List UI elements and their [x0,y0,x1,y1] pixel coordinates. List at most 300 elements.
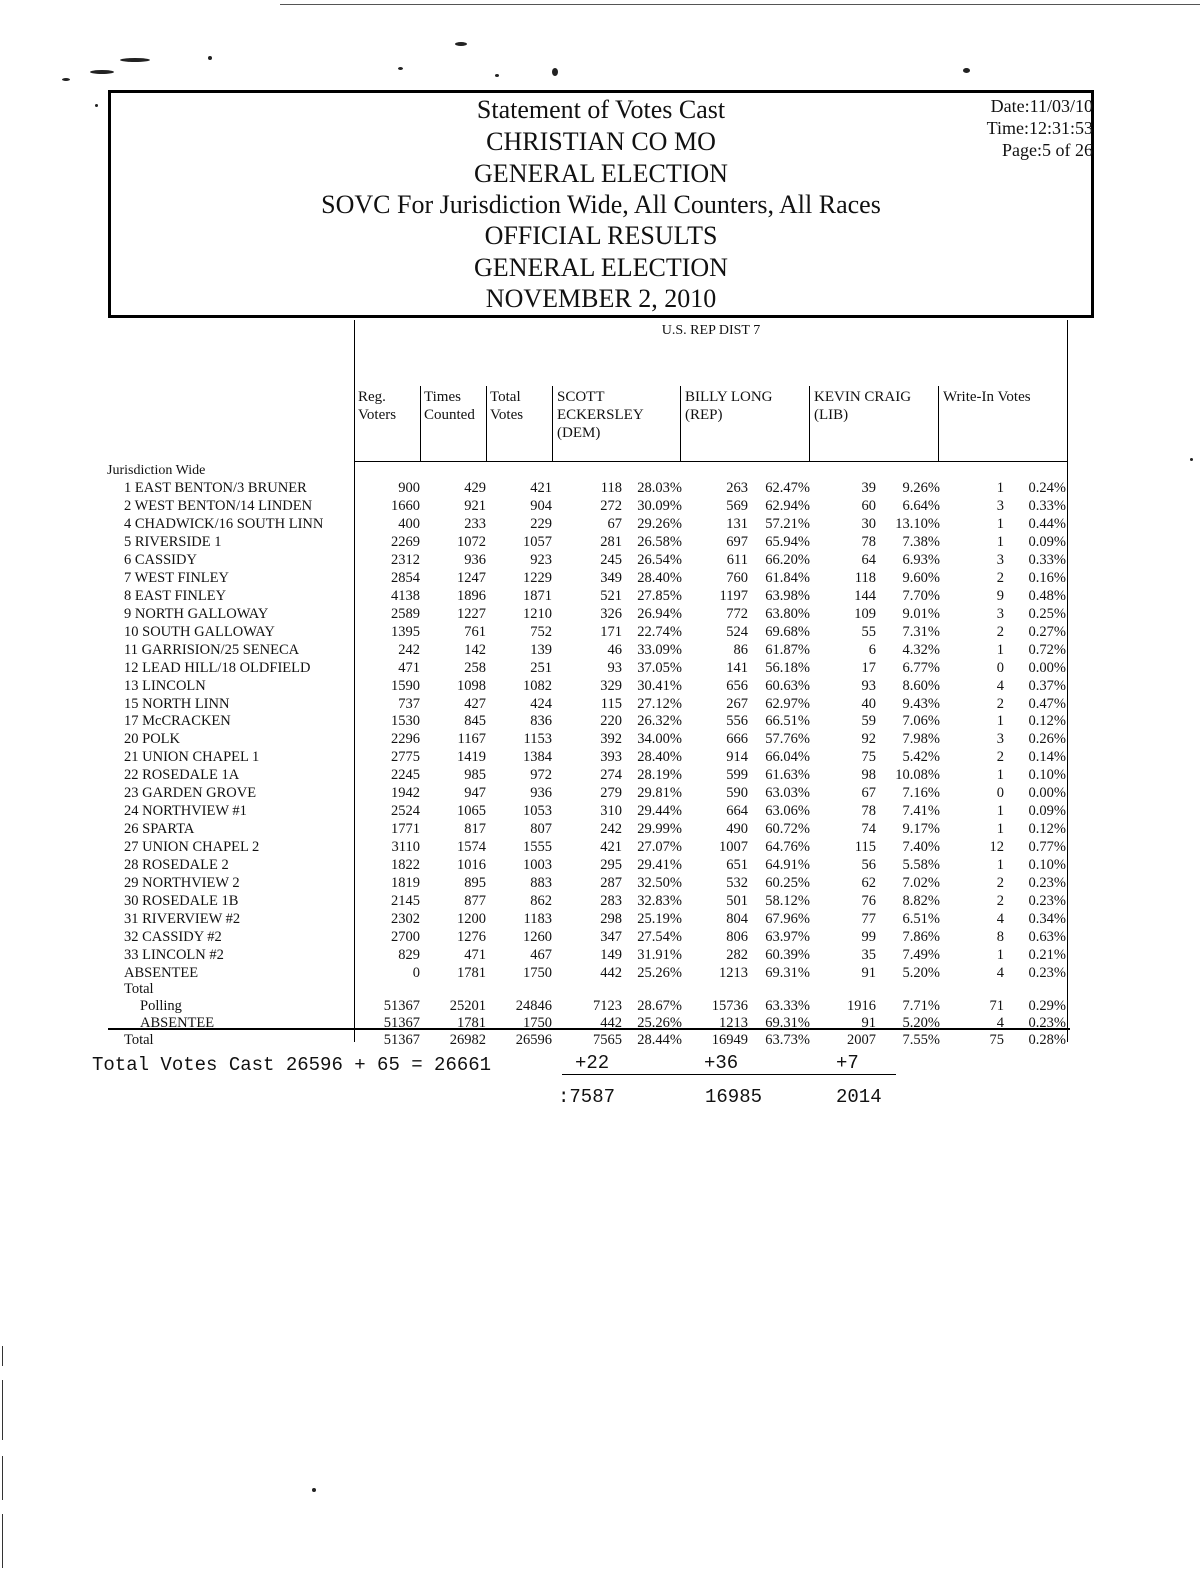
row-cell: 5.42% [902,749,940,766]
row-cell: 7.70% [902,587,940,604]
row-cell: 972 [530,767,552,784]
row-cell: 7.98% [902,731,940,748]
row-jurisdiction-name: 33 LINCOLN #2 [124,946,224,963]
row-cell: 1 [996,515,1004,532]
row-cell: 61.84% [765,569,810,586]
column-divider [420,386,421,462]
row-cell: 1590 [391,677,420,694]
row-cell: 0.48% [1028,587,1066,604]
row-cell: 37.05% [637,659,682,676]
top-scan-rule [280,4,1200,5]
row-cell: 0.47% [1028,695,1066,712]
scan-speck [963,68,970,73]
total-rule [108,1028,1070,1030]
row-cell: 64.91% [765,857,810,874]
row-cell: 0.23% [1028,875,1066,892]
report-header-box [108,90,1094,318]
race-group-label: U.S. REP DIST 7 [661,323,761,338]
row-cell: 28.67% [637,998,682,1014]
row-cell: 1771 [391,821,420,838]
row-cell: 63.73% [765,1032,810,1048]
row-jurisdiction-name: 15 NORTH LINN [124,695,230,712]
row-jurisdiction-name: 26 SPARTA [124,821,195,838]
row-cell: 310 [600,803,622,820]
row-cell: 1213 [719,964,748,981]
row-cell: 737 [398,695,420,712]
row-cell: 28.03% [637,480,682,496]
row-jurisdiction-name: 5 RIVERSIDE 1 [124,533,222,550]
row-cell: 0.29% [1028,998,1066,1014]
row-cell: 29.99% [637,821,682,838]
row-cell: 1247 [457,569,486,586]
row-cell: 2296 [391,731,420,748]
row-jurisdiction-name: 8 EAST FINLEY [124,587,227,604]
row-cell: 28.40% [637,569,682,586]
row-cell: 0.33% [1028,497,1066,514]
row-cell: 99 [861,929,876,945]
row-cell: 245 [600,551,622,568]
row-cell: 131 [726,515,748,532]
row-cell: 349 [600,569,622,586]
report-time: Time:12:31:53 [986,118,1093,138]
row-cell: 1 [996,803,1004,820]
row-cell: 78 [861,533,876,550]
row-cell: 4 [996,677,1004,694]
row-cell: 1229 [523,569,552,586]
col-billy-long [685,388,805,424]
row-cell: 10.08% [895,767,940,784]
row-cell: 5.20% [902,964,940,981]
row-cell: 829 [398,946,420,963]
col-billy-line1: BILLY LONG [685,389,773,405]
row-cell: 0.28% [1028,1032,1066,1048]
column-divider [938,386,939,462]
header-bottom-rule [354,461,1068,462]
row-cell: 0.77% [1028,839,1066,856]
row-cell: 521 [600,587,622,604]
row-cell: 32.83% [637,893,682,910]
scan-speck [208,56,212,60]
row-jurisdiction-name: 29 NORTHVIEW 2 [124,875,240,892]
total-section-label: Total [124,981,154,997]
row-cell: 1916 [847,998,876,1014]
row-cell: 3 [996,551,1004,568]
row-cell: 27.07% [637,839,682,856]
row-cell: 2 [996,695,1004,712]
col-reg-voters: Reg. Voters [358,389,397,423]
row-cell: 1750 [523,1015,552,1031]
row-cell: 0.63% [1028,929,1066,945]
row-cell: 8.82% [902,893,940,910]
row-cell: 556 [726,713,748,730]
row-cell: 4 [996,964,1004,981]
col-kevin-line1: KEVIN CRAIG [814,389,912,405]
row-cell: 611 [726,551,748,568]
row-cell: 115 [600,695,622,712]
row-cell: 98 [861,767,876,784]
row-cell: 66.51% [765,713,810,730]
row-cell: 66.04% [765,749,810,766]
row-cell: 51367 [383,1015,420,1031]
row-cell: 4 [996,1015,1004,1031]
row-cell: 25.26% [637,964,682,981]
row-jurisdiction-name: Polling [140,998,182,1014]
row-cell: 936 [530,785,552,802]
row-cell: 60.39% [765,946,810,963]
row-cell: 2269 [391,533,420,550]
row-cell: 1530 [391,713,420,730]
row-cell: 329 [600,677,622,694]
row-cell: 666 [726,731,748,748]
scan-edge-mark [2,1346,3,1366]
column-divider [809,386,810,462]
scott-sum: :7587 [558,1086,616,1108]
row-cell: 1003 [523,857,552,874]
col-scott-line2: ECKERSLEY [557,407,644,423]
row-jurisdiction-name: 24 NORTHVIEW #1 [124,803,247,820]
row-cell: 60.72% [765,821,810,838]
row-cell: 400 [398,515,420,532]
row-cell: 656 [726,677,748,694]
row-cell: 921 [464,497,486,514]
row-cell: 2312 [391,551,420,568]
row-cell: 115 [854,839,876,856]
row-cell: 29.44% [637,803,682,820]
billy-add: +36 [704,1052,739,1074]
row-cell: 1167 [457,731,486,748]
row-cell: 1 [996,821,1004,838]
row-cell: 149 [600,946,622,963]
row-cell: 1260 [523,929,552,945]
row-cell: 9 [996,587,1004,604]
row-cell: 63.97% [765,929,810,945]
row-cell: 760 [726,569,748,586]
row-cell: 15736 [711,998,748,1014]
election-name-2: GENERAL ELECTION [474,253,728,282]
row-cell: 1819 [391,875,420,892]
row-cell: 424 [530,695,552,712]
row-cell: 0.26% [1028,731,1066,748]
row-cell: 1227 [457,605,486,622]
row-cell: 6.51% [902,911,940,928]
row-cell: 1 [996,857,1004,874]
row-cell: 651 [726,857,748,874]
row-cell: 9.17% [902,821,940,838]
row-cell: 22.74% [637,623,682,640]
row-cell: 287 [600,875,622,892]
row-cell: 7.16% [902,785,940,802]
scan-speck [95,104,98,107]
row-cell: 3110 [391,839,420,856]
row-cell: 26982 [449,1032,486,1048]
row-cell: 0 [996,659,1004,676]
row-jurisdiction-name: 28 ROSEDALE 2 [124,857,229,874]
row-cell: 1 [996,767,1004,784]
row-cell: 46 [607,641,622,658]
row-cell: 0.09% [1028,533,1066,550]
row-cell: 7565 [593,1032,622,1048]
scan-edge-mark [2,1456,3,1500]
row-cell: 57.76% [765,731,810,748]
col-billy-line2: (REP) [685,407,723,423]
row-cell: 118 [600,480,622,496]
row-cell: 923 [530,551,552,568]
row-cell: 1072 [457,533,486,550]
row-jurisdiction-name: 23 GARDEN GROVE [124,785,257,802]
col-total-votes: Total Votes [490,389,524,423]
row-cell: 1053 [523,803,552,820]
row-cell: 60.63% [765,677,810,694]
kevin-add: +7 [836,1052,859,1074]
row-jurisdiction-name: 27 UNION CHAPEL 2 [124,839,260,856]
row-cell: 59 [861,713,876,730]
row-cell: 7.38% [902,533,940,550]
row-cell: 7.02% [902,875,940,892]
scan-speck [455,42,467,46]
row-cell: 471 [464,946,486,963]
row-cell: 1660 [391,497,420,514]
row-jurisdiction-name: 31 RIVERVIEW #2 [124,911,241,928]
election-name: GENERAL ELECTION [474,159,728,188]
row-cell: 2 [996,569,1004,586]
row-cell: 109 [854,605,876,622]
row-cell: 7.55% [902,1032,940,1048]
row-cell: 29.26% [637,515,682,532]
row-cell: 64 [861,551,876,568]
row-cell: 7.40% [902,839,940,856]
row-cell: 27.85% [637,587,682,604]
row-cell: 282 [726,946,748,963]
scan-speck [398,67,403,70]
row-jurisdiction-name: 1 EAST BENTON/3 BRUNER [124,480,307,496]
row-cell: 40 [861,695,876,712]
row-cell: 144 [854,587,876,604]
row-cell: 6.64% [902,497,940,514]
row-cell: 1197 [719,587,748,604]
row-cell: 1750 [523,964,552,981]
row-cell: 295 [600,857,622,874]
row-cell: 34.00% [637,731,682,748]
row-cell: 26.54% [637,551,682,568]
row-cell: 58.12% [765,893,810,910]
row-cell: 532 [726,875,748,892]
row-cell: 326 [600,605,622,622]
col-write-in-votes: Write-In Votes [943,389,1031,405]
row-cell: 75 [989,1032,1004,1048]
row-cell: 0.10% [1028,857,1066,874]
row-cell: 2302 [391,911,420,928]
row-cell: 1057 [523,533,552,550]
row-cell: 0.27% [1028,623,1066,640]
row-cell: 26.94% [637,605,682,622]
row-jurisdiction-name: 22 ROSEDALE 1A [124,767,240,784]
billy-sum: 16985 [705,1086,763,1108]
row-cell: 31.91% [637,946,682,963]
row-cell: 62.94% [765,497,810,514]
row-cell: 7.41% [902,803,940,820]
row-cell: 9.01% [902,605,940,622]
row-cell: 0.37% [1028,677,1066,694]
section-label: Jurisdiction Wide [107,463,206,478]
scan-speck [495,74,499,77]
row-cell: 67 [861,785,876,802]
row-cell: 32.50% [637,875,682,892]
row-cell: 1822 [391,857,420,874]
row-cell: 7.31% [902,623,940,640]
row-cell: 74 [861,821,876,838]
scan-speck [552,68,558,76]
row-cell: 78 [861,803,876,820]
row-cell: 29.41% [637,857,682,874]
row-cell: 392 [600,731,622,748]
report-title: Statement of Votes Cast [476,95,726,124]
row-cell: 13.10% [895,515,940,532]
row-cell: 1007 [719,839,748,856]
row-cell: 501 [726,893,748,910]
row-cell: 0 [412,964,420,981]
row-cell: 1781 [457,964,486,981]
row-cell: 936 [464,551,486,568]
row-cell: 845 [464,713,486,730]
row-cell: 1200 [457,911,486,928]
col-scott-line1: SCOTT [557,389,605,405]
row-cell: 524 [726,623,748,640]
row-cell: 1213 [719,1015,748,1031]
row-jurisdiction-name: 12 LEAD HILL/18 OLDFIELD [124,659,311,676]
row-cell: 63.06% [765,803,810,820]
column-divider [486,386,487,462]
row-cell: 3 [996,497,1004,514]
row-jurisdiction-name: Total [124,1032,154,1048]
row-cell: 4.32% [902,641,940,658]
col-kevin-line2: (LIB) [814,407,849,423]
row-cell: 62 [861,875,876,892]
scan-speck [1190,458,1193,461]
row-cell: 25.26% [637,1015,682,1031]
row-cell: 26.32% [637,713,682,730]
row-cell: 0.00% [1028,785,1066,802]
row-cell: 904 [530,497,552,514]
column-divider [552,386,553,462]
scott-add: +22 [575,1052,610,1074]
row-cell: 985 [464,767,486,784]
row-cell: 7.49% [902,946,940,963]
row-cell: 93 [861,677,876,694]
row-cell: 55 [861,623,876,640]
scan-edge-mark [2,1514,3,1568]
county-name: CHRISTIAN CO MO [486,127,716,156]
row-cell: 2854 [391,569,420,586]
row-cell: 283 [600,893,622,910]
row-cell: 8.60% [902,677,940,694]
row-cell: 1 [996,480,1004,496]
row-cell: 947 [464,785,486,802]
row-cell: 442 [600,964,622,981]
row-cell: 752 [530,623,552,640]
row-cell: 92 [861,731,876,748]
scan-speck [312,1488,316,1492]
row-cell: 91 [861,964,876,981]
row-cell: 279 [600,785,622,802]
row-cell: 6 [868,641,876,658]
row-cell: 91 [861,1015,876,1031]
row-cell: 5.20% [902,1015,940,1031]
row-cell: 2 [996,749,1004,766]
row-cell: 118 [854,569,876,586]
row-cell: 7.06% [902,713,940,730]
row-cell: 421 [600,839,622,856]
row-cell: 467 [530,946,552,963]
row-cell: 8 [996,929,1004,945]
row-cell: 1210 [523,605,552,622]
col-scott-eckersley [557,388,677,442]
row-cell: 836 [530,713,552,730]
row-jurisdiction-name: 4 CHADWICK/16 SOUTH LINN [124,515,324,532]
row-cell: 0.16% [1028,569,1066,586]
row-cell: 1419 [457,749,486,766]
row-cell: 26596 [515,1032,552,1048]
row-cell: 26.58% [637,533,682,550]
row-cell: 9.26% [902,480,940,496]
row-cell: 807 [530,821,552,838]
row-cell: 2245 [391,767,420,784]
row-cell: 242 [600,821,622,838]
row-cell: 9.43% [902,695,940,712]
row-cell: 0.21% [1028,946,1066,963]
row-cell: 3 [996,605,1004,622]
row-cell: 393 [600,749,622,766]
row-cell: 0.33% [1028,551,1066,568]
row-cell: 0.12% [1028,821,1066,838]
official-results: OFFICIAL RESULTS [484,221,718,250]
row-jurisdiction-name: 17 McCRACKEN [124,713,231,730]
row-cell: 599 [726,767,748,784]
row-cell: 0.12% [1028,713,1066,730]
row-cell: 2 [996,875,1004,892]
row-cell: 69.68% [765,623,810,640]
row-cell: 64.76% [765,839,810,856]
row-cell: 274 [600,767,622,784]
total-votes-cast-note: Total Votes Cast 26596 + 65 = 26661 [92,1054,492,1076]
row-cell: 1555 [523,839,552,856]
row-cell: 16949 [711,1032,748,1048]
row-cell: 1 [996,533,1004,550]
row-jurisdiction-name: 30 ROSEDALE 1B [124,893,239,910]
row-cell: 30 [861,515,876,532]
row-cell: 0.72% [1028,641,1066,658]
row-cell: 3 [996,731,1004,748]
scan-speck [62,78,70,81]
row-cell: 1384 [523,749,552,766]
row-cell: 60.25% [765,875,810,892]
row-jurisdiction-name: ABSENTEE [140,1015,215,1031]
row-cell: 804 [726,911,748,928]
row-cell: 0.00% [1028,659,1066,676]
row-cell: 0.34% [1028,911,1066,928]
row-cell: 229 [530,515,552,532]
row-cell: 39 [861,480,876,496]
row-cell: 63.80% [765,605,810,622]
row-cell: 2589 [391,605,420,622]
row-cell: 1574 [457,839,486,856]
row-cell: 75 [861,749,876,766]
row-cell: 0.24% [1028,480,1066,496]
row-cell: 141 [726,659,748,676]
row-cell: 28.40% [637,749,682,766]
row-cell: 67.96% [765,911,810,928]
row-cell: 471 [398,659,420,676]
row-cell: 65.94% [765,533,810,550]
